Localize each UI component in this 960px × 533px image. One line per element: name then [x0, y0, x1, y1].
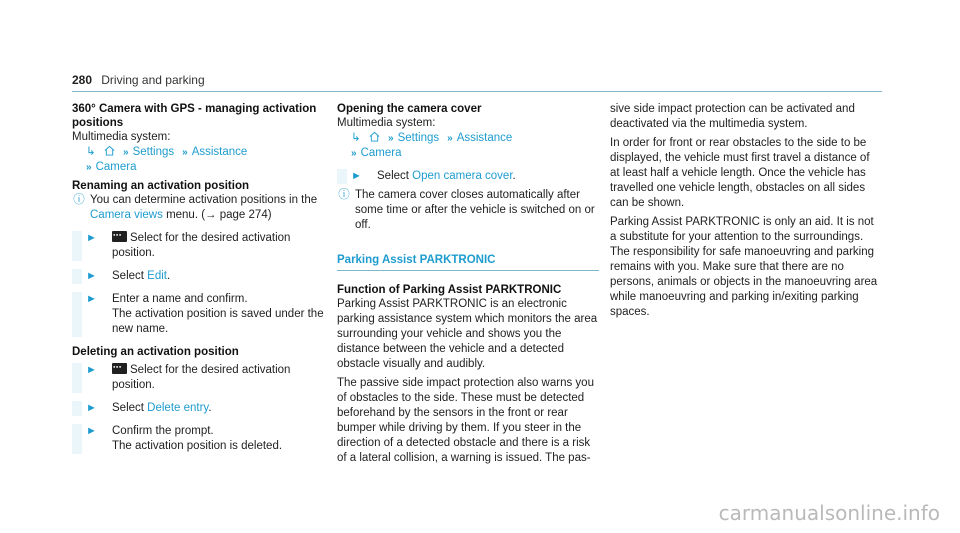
subheading-deleting: Deleting an activation position: [72, 346, 239, 358]
column-1: [72, 102, 332, 454]
step-arrow-icon: ►: [351, 170, 362, 182]
step-arrow-icon: ►: [86, 293, 97, 305]
chevron-double-icon: »: [86, 162, 92, 173]
paragraph: In order for front or rear obstacles to the side to be displayed, the vehicle must first travel a distance of at least half a vehicle length. Once the vehicle has travelled one vehicle length, obstacles on all sides can be shown.: [610, 137, 870, 209]
more-options-icon[interactable]: [112, 363, 127, 374]
open-camera-cover-link[interactable]: Open camera cover: [412, 170, 513, 182]
enter-arrow-icon: ↳: [86, 146, 96, 158]
enter-arrow-icon: ↳: [351, 132, 361, 144]
step-arrow-icon: ►: [86, 425, 97, 437]
camera-views-link[interactable]: Camera views: [90, 209, 163, 221]
info-text: You can determine activation positions in the Camera views menu. (→ page 274): [90, 194, 318, 221]
system-label: Multimedia system:: [337, 117, 436, 129]
header-rule: [72, 91, 882, 92]
step: ► Confirm the prompt. The activation position is deleted.: [72, 424, 332, 454]
info-text: The camera cover closes automatically after some time or after the vehicle is switched on or off.: [355, 189, 595, 231]
paragraph: The passive side impact protection also warns you of obstacles to the side. These must be detected beforehand by the sensors in the front or rear bumper while driving by them. If you steer in the direction of a detected obstacle and there is a risk of a lateral collision, a warning is issued. The pas-: [337, 377, 594, 464]
chevron-double-icon: »: [388, 133, 394, 144]
camera-link[interactable]: Camera: [95, 161, 137, 173]
step-arrow-icon: ►: [86, 364, 97, 376]
camera-link[interactable]: Camera: [360, 147, 402, 159]
section-title: Parking Assist PARKTRONIC: [337, 253, 599, 271]
paragraph: Parking Assist PARKTRONIC is only an aid. It is not a substitute for your attention to the surroundings. The responsibility for safe manoeuvring and parking remains with you. Make sure that there are no persons, animals or objects in the manoeuvring area while manoeuvring and parking in/exiting parking spaces.: [610, 216, 878, 318]
assistance-link[interactable]: Assistance: [456, 132, 513, 144]
info-note: [337, 188, 599, 233]
home-icon: [104, 145, 115, 156]
paragraph: sive side impact protection can be activated and deactivated via the multimedia system.: [610, 103, 855, 130]
subheading-renaming: Renaming an activation position: [72, 180, 249, 192]
info-icon: ⓘ: [73, 194, 85, 206]
watermark: carmanualsonline.info: [718, 501, 940, 525]
info-note: [72, 193, 332, 223]
step: ► Select Open camera cover.: [337, 169, 599, 184]
section-heading: 360° Camera with GPS - managing activation positions: [72, 103, 317, 129]
info-icon: ⓘ: [338, 189, 350, 201]
home-icon: [369, 131, 380, 142]
menu-path: [72, 145, 332, 175]
settings-link[interactable]: Settings: [397, 132, 440, 144]
system-label: Multimedia system:: [72, 131, 171, 143]
delete-entry-link[interactable]: Delete entry: [147, 402, 209, 414]
header-title: Driving and parking: [101, 73, 205, 87]
page-header: [72, 73, 882, 89]
step-arrow-icon: ►: [86, 402, 97, 414]
settings-link[interactable]: Settings: [132, 146, 175, 158]
step: ► Enter a name and confirm. The activation position is saved under the new name.: [72, 292, 332, 337]
assistance-link[interactable]: Assistance: [191, 146, 248, 158]
step: ► ●●● Select for the desired activation position.: [72, 363, 332, 393]
chevron-double-icon: »: [447, 133, 453, 144]
column-3: [610, 102, 880, 320]
step-arrow-icon: ►: [86, 232, 97, 244]
more-options-icon[interactable]: [112, 231, 127, 242]
column-2: [337, 102, 599, 466]
edit-link[interactable]: Edit: [147, 270, 167, 282]
subheading-function: Function of Parking Assist PARKTRONIC: [337, 284, 562, 296]
step-arrow-icon: ►: [86, 270, 97, 282]
step: ► Select Delete entry.: [72, 401, 332, 416]
step: ► ●●● Select for the desired activation position.: [72, 231, 332, 261]
paragraph: Parking Assist PARKTRONIC is an electronic parking assistance system which monitors the area surrounding your vehicle and shows you the distance between the vehicle and a detected obstacle visually and audibly.: [337, 298, 598, 370]
section-heading: Opening the camera cover: [337, 103, 482, 115]
menu-path: [337, 131, 599, 161]
page-number: 280: [72, 73, 93, 87]
chevron-double-icon: »: [123, 147, 129, 158]
chevron-double-icon: »: [182, 147, 188, 158]
chevron-double-icon: »: [351, 148, 357, 159]
step: ► Select Edit.: [72, 269, 332, 284]
